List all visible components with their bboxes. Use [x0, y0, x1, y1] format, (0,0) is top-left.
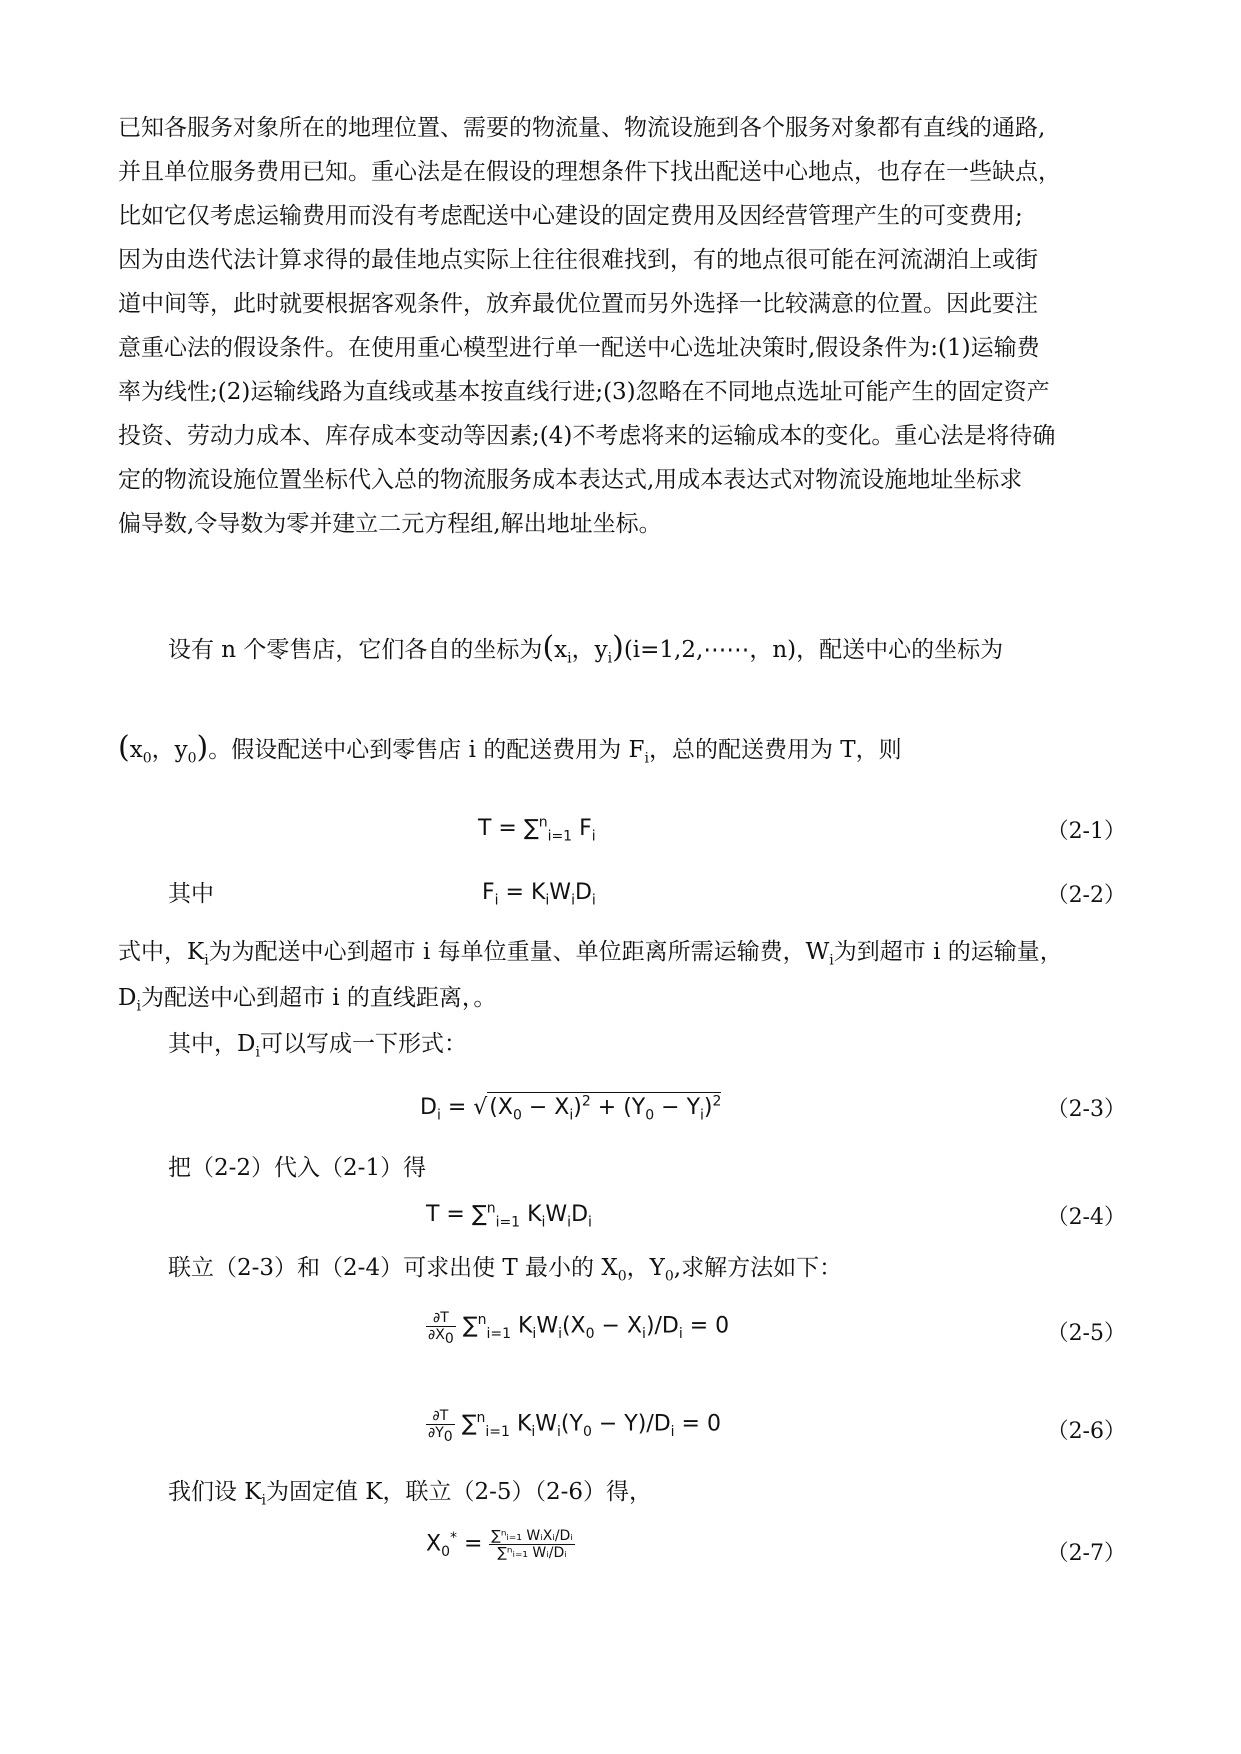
equation-2-2: $F_i = K_iW_iD_i$ — [482, 880, 596, 909]
intro-paragraph — [118, 106, 1130, 546]
equation-2-6: $\frac{\partial T}{\partial Y_0}$ ∑$^n_{i=1}$ $K_iW_i(Y_0 - Y)/D_i = 0$ — [428, 1408, 721, 1445]
equation-2-7: $X_0^*$ = $\frac{\text{∑ⁿᵢ₌₁ WᵢXᵢ/Dᵢ}}{\text{∑ⁿᵢ₌₁ Wᵢ/Dᵢ}}$ — [426, 1528, 573, 1561]
substitution-line: 把（2-2）代入（2-1）得 — [168, 1155, 427, 1181]
retail-coord-line: 设有 n 个零售店，它们各自的坐标为($x_i$，$y_i)(i=1,2,\cdots\cdots$，n)，配送中心的坐标为 — [168, 630, 1004, 667]
explanation-line: $D_i$为配送中心到超市 i 的直线距离，。 — [118, 985, 497, 1015]
text-line: 并且单位服务费用已知。重心法是在假设的理想条件下找出配送中心地点，也存在一些缺点， — [118, 159, 1061, 185]
fixed-k-line: 我们设 $K_i$为固定值 K，联立（2-5）（2-6）得， — [168, 1479, 653, 1509]
text-line: 意重心法的假设条件。在使用重心模型进行单一配送中心选址决策时,假设条件为:(1)运输费 — [118, 335, 1040, 361]
text-line: 因为由迭代法计算求得的最佳地点实际上往往很难找到，有的地点很可能在河流湖泊上或街 — [118, 247, 1038, 273]
di-intro-line: 其中，$D_i$可以写成一下形式： — [168, 1031, 467, 1061]
text-line: 比如它仅考虑运输费用而没有考虑配送中心建设的固定费用及因经营管理产生的可变费用; — [118, 203, 1023, 229]
equation-number: （2-3） — [1046, 1097, 1126, 1122]
equation-number: （2-7） — [1046, 1541, 1126, 1566]
equation-number: （2-2） — [1046, 883, 1126, 908]
equation-label: 其中 — [168, 881, 214, 907]
equation-2-4: T = ∑$^n_{i=1}$ $K_iW_iD_i$ — [426, 1200, 592, 1231]
equation-number: （2-1） — [1046, 819, 1126, 844]
explanation-line: 式中，$K_i$为为配送中心到超市 i 每单位重量、单位距离所需运输费，$W_i$为到超市 i 的运输量， — [118, 939, 1063, 969]
equation-2-1: T = ∑$^n_{i=1}$ $F_i$ — [478, 814, 596, 845]
equation-2-5: $\frac{\partial T}{\partial X_0}$ ∑$^n_{i=1}$ $K_iW_i(X_0 - X_i)/D_i = 0$ — [428, 1310, 730, 1347]
center-coord-line: ($x_0$，$y_0$)。假设配送中心到零售店 i 的配送费用为 $F_i$，总的配送费用为 T，则 — [118, 730, 902, 767]
equation-number: （2-5） — [1046, 1321, 1126, 1346]
equation-2-3: $D_i = √(X_0 - X_i)^2 + (Y_0 - Y_i)^2$ — [420, 1093, 722, 1124]
text-line: 投资、劳动力成本、库存成本变动等因素;(4)不考虑将来的运输成本的变化。重心法是将待确 — [118, 423, 1056, 449]
joint-solve-line: 联立（2-3）和（2-4）可求出使 T 最小的 $X_0$，$Y_0$,求解方法如下： — [168, 1255, 843, 1285]
text-line: 率为线性;(2)运输线路为直线或基本按直线行进;(3)忽略在不同地点选址可能产生的固定资产 — [118, 379, 1050, 405]
equation-number: （2-6） — [1046, 1419, 1126, 1444]
equation-number: （2-4） — [1046, 1205, 1126, 1230]
text-line: 偏导数,令导数为零并建立二元方程组,解出地址坐标。 — [118, 511, 662, 537]
text-line: 道中间等，此时就要根据客观条件，放弃最优位置而另外选择一比较满意的位置。因此要注 — [118, 291, 1038, 317]
text-line: 定的物流设施位置坐标代入总的物流服务成本表达式,用成本表达式对物流设施地址坐标求 — [118, 467, 1023, 493]
text-line: 已知各服务对象所在的地理位置、需要的物流量、物流设施到各个服务对象都有直线的通路, — [118, 115, 1046, 141]
